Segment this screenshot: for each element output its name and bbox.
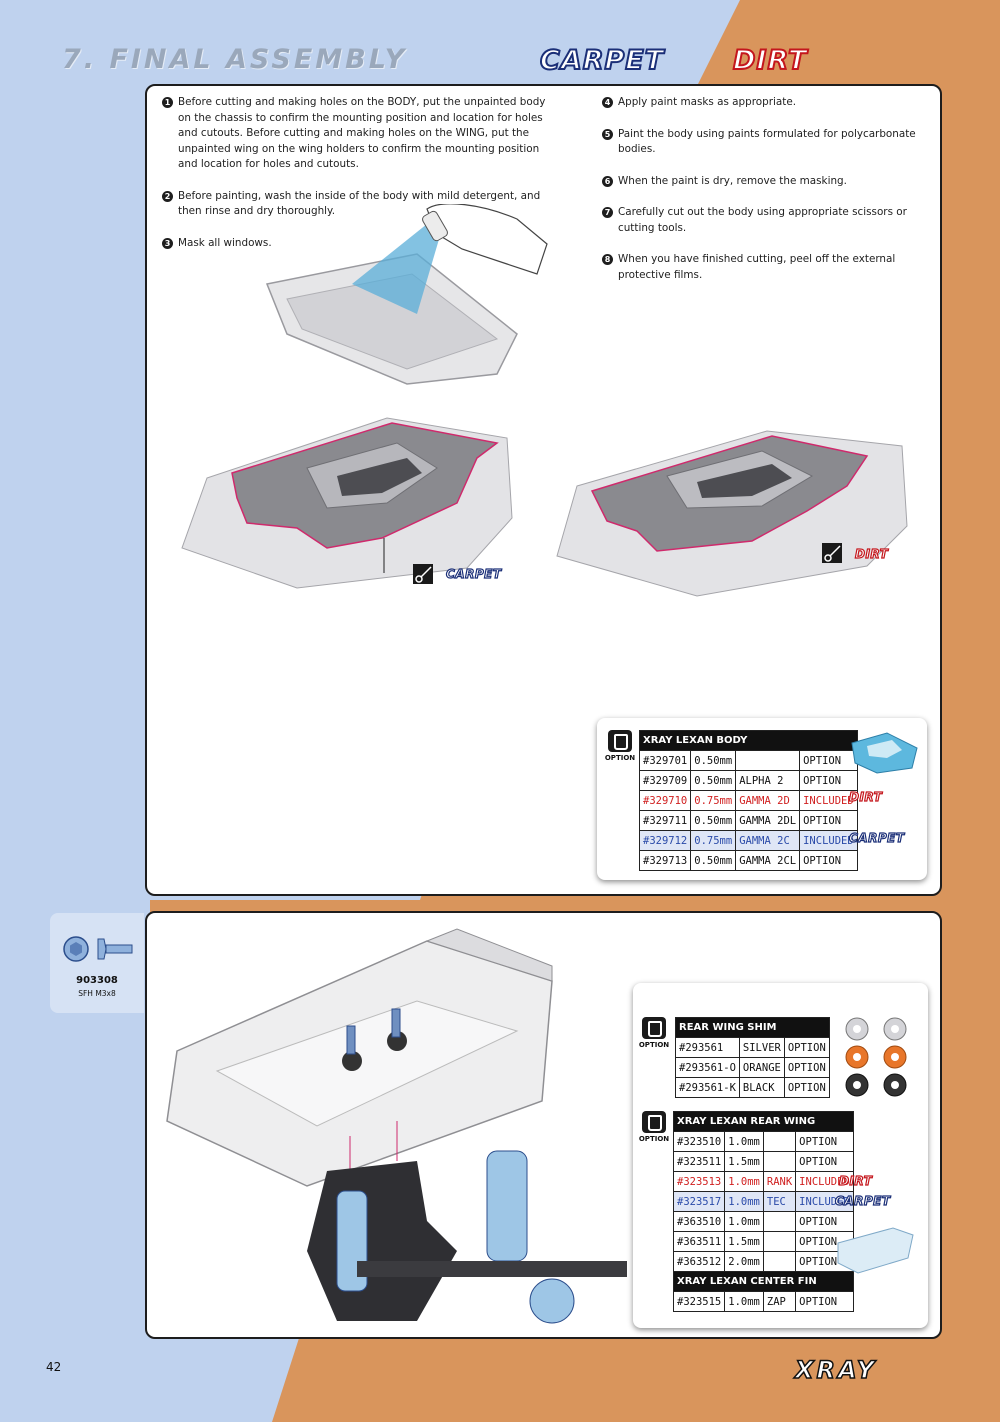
part-color: BLACK [739,1078,784,1098]
screw-card [50,913,144,1013]
thickness: 1.0mm [725,1212,764,1232]
thickness: 0.50mm [691,811,736,831]
carpet-mini-logo: CARPET [835,1194,891,1208]
step-7 [602,205,932,236]
part-status: OPTION [796,1252,854,1272]
steps-right [602,95,932,299]
part-code: #323511 [674,1152,725,1172]
carpet-body-label: CARPET [446,567,502,581]
lexan-body-table [639,730,858,871]
step-number: 8 [602,254,613,265]
part-status: OPTION [796,1292,854,1312]
table-title: XRAY LEXAN BODY [640,731,858,751]
part-status: OPTION [784,1078,829,1098]
part-name [763,1132,795,1152]
lexan-body-thumbnail [847,728,922,778]
table-row [676,1038,830,1058]
option-label: OPTION [604,754,636,762]
table-title: REAR WING SHIM [676,1018,830,1038]
part-status: OPTION [796,1212,854,1232]
spray-paint-illustration [247,204,567,394]
dirt-mini-logo: DIRT [849,790,883,804]
part-status: INCLUDED [800,791,858,811]
part-name: GAMMA 2C [736,831,800,851]
step-6 [602,174,932,190]
option-badge [637,1111,671,1143]
table-row [640,771,858,791]
option-label: OPTION [638,1041,670,1049]
thickness: 0.50mm [691,751,736,771]
part-name: ZAP [763,1292,795,1312]
table-row [674,1212,854,1232]
part-name: ALPHA 2 [736,771,800,791]
table-row [674,1292,854,1312]
dirt-mini-logo: DIRT [839,1174,873,1188]
body-panel [145,84,942,896]
part-code: #323513 [674,1172,725,1192]
screw-desc: SFH M3x8 [78,989,116,998]
carpet-logo: CARPET [540,45,665,76]
step-text: Apply paint masks as appropriate. [618,96,797,108]
table-title: XRAY LEXAN CENTER FIN [674,1272,854,1292]
part-status: OPTION [796,1232,854,1252]
part-code: #329711 [640,811,691,831]
thickness: 1.5mm [725,1232,764,1252]
step-number: 3 [162,238,173,249]
step-text: Before painting, wash the inside of the body with mild detergent, and then rinse and dry thoroughly. [178,189,541,217]
lexan-body-option-card [597,718,927,880]
table-title: XRAY LEXAN REAR WING [674,1112,854,1132]
thickness: 1.0mm [725,1132,764,1152]
rear-wing-illustration [157,921,627,1331]
part-code: #323517 [674,1192,725,1212]
page-title: 7. FINAL ASSEMBLY [62,44,408,75]
screw-code: 903308 [76,975,118,986]
step-text: Carefully cut out the body using appropriate scissors or cutting tools. [618,206,907,234]
option-badge [603,730,637,762]
thumbs-up-icon [642,1111,666,1133]
part-name: RANK [763,1172,795,1192]
thickness: 0.75mm [691,831,736,851]
dirt-logo: DIRT [733,45,808,76]
part-code: #329709 [640,771,691,791]
table-row [640,811,858,831]
step-number: 5 [602,129,613,140]
step-number: 7 [602,207,613,218]
thumbs-up-icon [642,1017,666,1039]
thickness: 1.5mm [725,1152,764,1172]
part-name [763,1252,795,1272]
part-status: INCLUDED [796,1172,854,1192]
part-name: GAMMA 2DL [736,811,800,831]
step-number: 1 [162,97,173,108]
step-1 [162,95,554,173]
part-status: OPTION [784,1058,829,1078]
part-code: #363511 [674,1232,725,1252]
carpet-mini-logo: CARPET [849,831,905,845]
part-code: #363510 [674,1212,725,1232]
xray-logo: XRAY [795,1356,878,1384]
table-row [674,1152,854,1172]
part-name [763,1212,795,1232]
rear-wing-table [673,1111,854,1312]
step-4 [602,95,932,111]
part-code: #363512 [674,1252,725,1272]
part-color: ORANGE [739,1058,784,1078]
part-code: #329701 [640,751,691,771]
part-name [763,1232,795,1252]
table-row [674,1252,854,1272]
dirt-body-illustration [547,416,912,611]
part-name [736,751,800,771]
step-text: Mask all windows. [178,236,272,249]
part-code: #293561-O [676,1058,740,1078]
part-code: #323515 [674,1292,725,1312]
part-status: INCLUDED [800,831,858,851]
dirt-body-label: DIRT [855,547,889,561]
part-code: #329713 [640,851,691,871]
part-name: TEC [763,1192,795,1212]
wing-shim-thumbnails [839,1017,919,1097]
thickness: 2.0mm [725,1252,764,1272]
table-row [674,1232,854,1252]
part-code: #329712 [640,831,691,851]
rear-wing-thumbnail [833,1223,918,1278]
table-row [640,831,858,851]
wing-panel [145,911,942,1339]
table-row [640,791,858,811]
part-code: #293561-K [676,1078,740,1098]
step-number: 4 [602,97,613,108]
step-5 [602,127,932,158]
wing-option-card [633,983,928,1328]
table-row [640,751,858,771]
table-row [676,1078,830,1098]
step-text: When you have finished cutting, peel off the external protective films. [618,253,896,281]
table-row [676,1058,830,1078]
part-code: #293561 [676,1038,740,1058]
option-label: OPTION [638,1135,670,1143]
step-text: Paint the body using paints formulated for polycarbonate bodies. [618,127,916,155]
thumbs-up-icon [608,730,632,752]
thickness: 0.75mm [691,791,736,811]
thickness: 1.0mm [725,1172,764,1192]
part-status: OPTION [784,1038,829,1058]
part-status: OPTION [800,751,858,771]
thickness: 0.50mm [691,771,736,791]
scissors-icon [411,562,435,586]
step-number: 2 [162,191,173,202]
part-name [763,1152,795,1172]
option-badge [637,1017,671,1049]
screw-icon [62,931,134,967]
page-number: 42 [46,1360,62,1374]
part-status: OPTION [796,1152,854,1172]
step-8 [602,252,932,283]
part-name: GAMMA 2CL [736,851,800,871]
table-row [674,1172,854,1192]
part-code: #329710 [640,791,691,811]
table-row [674,1192,854,1212]
part-code: #323510 [674,1132,725,1152]
scissors-icon [820,541,844,565]
wing-shim-table [675,1017,830,1098]
part-status: OPTION [796,1132,854,1152]
table-row [674,1132,854,1152]
part-status: INCLUDED [796,1192,854,1212]
thickness: 0.50mm [691,851,736,871]
part-name: GAMMA 2D [736,791,800,811]
part-status: OPTION [800,771,858,791]
step-text: Before cutting and making holes on the BODY, put the unpainted body on the chassis to confirm the mounting position and location for holes and cutouts. Before cutting and making holes on the WING, put the unpainted wing on the wing holders to confirm the mounting position and location for holes and cutouts. [178,96,546,170]
part-status: OPTION [800,811,858,831]
thickness: 1.0mm [725,1292,764,1312]
step-text: When the paint is dry, remove the masking. [618,174,847,187]
step-number: 6 [602,176,613,187]
table-row [640,851,858,871]
part-status: OPTION [800,851,858,871]
part-color: SILVER [739,1038,784,1058]
thickness: 1.0mm [725,1192,764,1212]
